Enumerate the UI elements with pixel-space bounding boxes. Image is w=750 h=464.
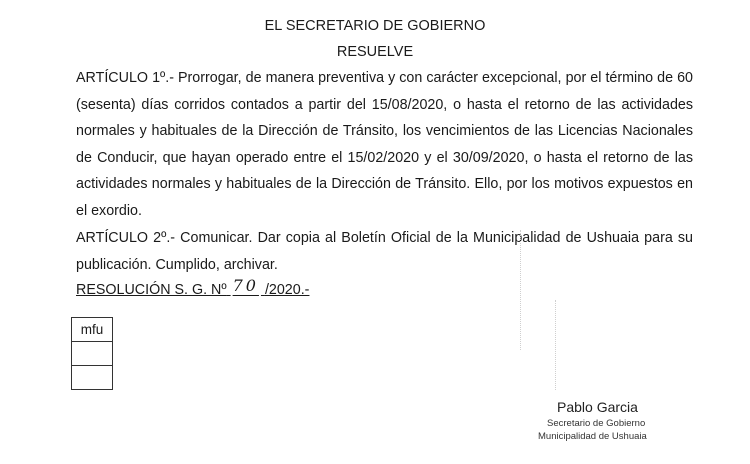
signatory-organization: Municipalidad de Ushuaia xyxy=(538,431,647,442)
signatory-role: Secretario de Gobierno xyxy=(547,418,646,429)
initials-cell xyxy=(72,366,113,390)
articulo-2: ARTÍCULO 2º.- Comunicar. Dar copia al Boletín Oficial de la Municipalidad de Ushuaia para su publicación. Cumplido, archivar. xyxy=(76,230,693,273)
articulo-1: ARTÍCULO 1º.- Prorrogar, de manera preventiva y con carácter excepcional, por el término de 60 (sesenta) días corridos contados a partir del 15/08/2020, o hasta el retorno de las actividades normales y habituales de la Dirección de Tránsito, los vencimientos de las Licencias Nacionales de Conducir, que hayan operado entre el 15/02/2020 y el 30/09/2020, o hasta el retorno de las actividades normales y habituales de la Dirección de Tránsito. Ello, por los motivos expuestos en el exordio. xyxy=(76,70,693,219)
scan-smudge xyxy=(520,230,521,350)
resolucion-suffix: /2020.- xyxy=(264,282,310,298)
resolucion-prefix: RESOLUCIÓN S. G. Nº xyxy=(76,282,227,298)
heading: EL SECRETARIO DE GOBIERNO xyxy=(264,18,486,34)
resolucion-line xyxy=(76,276,309,303)
initials-box xyxy=(71,317,113,390)
signatory-name: Pablo Garcia xyxy=(557,399,638,415)
scan-smudge xyxy=(555,300,556,390)
initials-cell: mfu xyxy=(72,318,113,342)
initials-cell xyxy=(72,342,113,366)
resolucion-number: 70 xyxy=(232,276,259,295)
subheading: RESUELVE xyxy=(336,44,414,60)
